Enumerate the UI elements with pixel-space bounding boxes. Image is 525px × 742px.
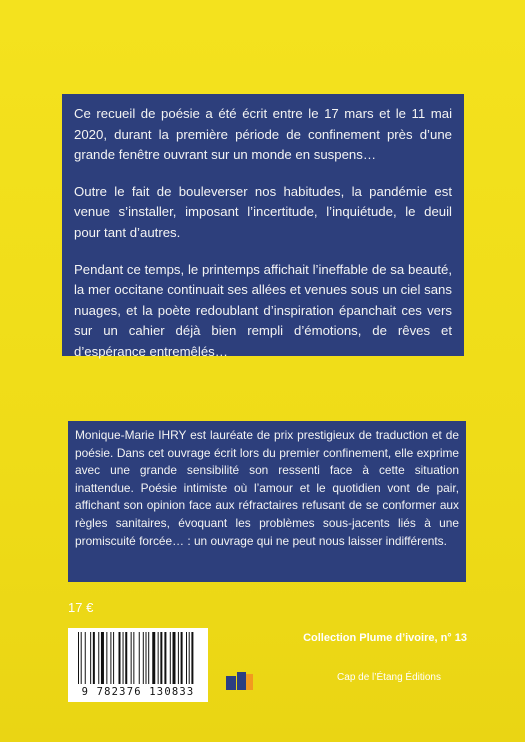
blurb-paragraph-3: Pendant ce temps, le printemps affichait l’ineffable de sa beauté, la mer occitane continuait ses allées et venues sous un ciel sans nuages, et la poète redoublant d’inspiration épanchait ces vers sur un cahier déjà bien rempli d’émotions, de rêves et d’espérance entremêlés… <box>74 261 452 359</box>
barcode-bars <box>76 632 200 684</box>
barcode-number: 9 782376 130833 <box>81 686 195 698</box>
publisher-logo-icon <box>223 670 255 692</box>
isbn-barcode <box>68 628 208 702</box>
blurb-paragraph-2: Outre le fait de bouleverser nos habitudes, la pandémie est venue s’installer, imposant l’incertitude, l’inquiétude, le deuil pour tant d’autres. <box>74 183 452 240</box>
blurb-panel <box>62 94 464 359</box>
price: 17 € <box>68 600 94 615</box>
publisher-name: Cap de l’Étang Éditions <box>337 672 441 683</box>
collection-label: Collection Plume d’ivoire, n° 13 <box>303 632 467 644</box>
author-bio-text: Monique-Marie IHRY est lauréate de prix prestigieux de traduction et de poésie. Dans cet ouvrage écrit lors du premier confinement, elle exprime avec une grande sensibilité son ressenti face à cette situation inattendue. Poésie intimiste où l’amour et le quotidien vont de pair, affichant son opinion face aux réfractaires refusant de se conformer aux règles sanitaires, évoquant les problèmes sous-jacents liés à une promiscuité forcée… : un ouvrage qui ne peut nous laisser indifférents. <box>75 428 459 548</box>
blurb-paragraph-1: Ce recueil de poésie a été écrit entre le 17 mars et le 11 mai 2020, durant la première période de confinement près d’une grande fenêtre ouvrant sur un monde en suspens… <box>74 106 452 163</box>
author-bio-panel <box>68 421 466 582</box>
